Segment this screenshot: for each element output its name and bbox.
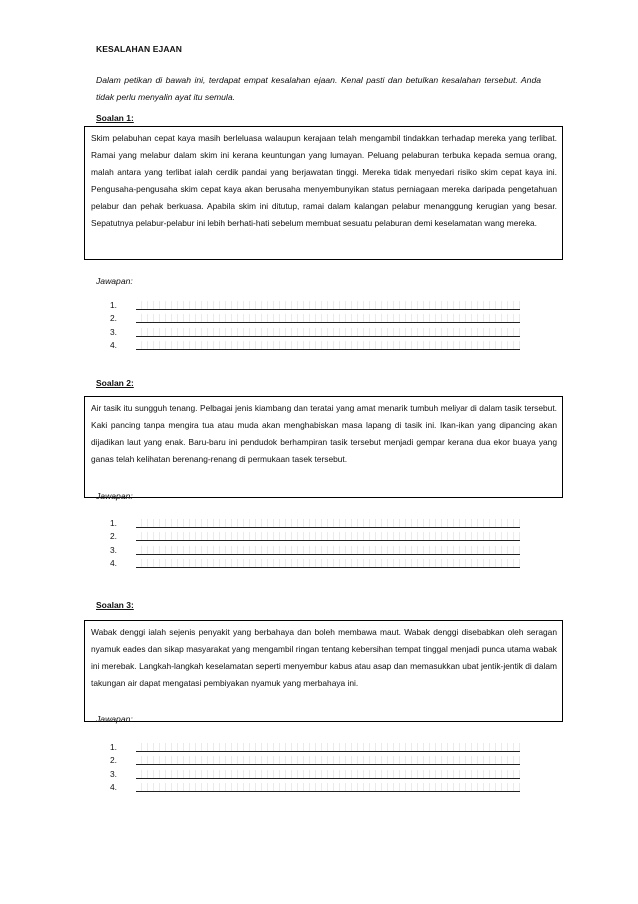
answer-number: 4. (110, 782, 117, 792)
question-1-answer-label: Jawapan: (96, 276, 133, 286)
answer-line (110, 337, 520, 351)
answer-number: 1. (110, 517, 117, 528)
answer-line (110, 738, 520, 752)
answer-line (110, 528, 520, 542)
answer-line (110, 310, 520, 324)
answer-number: 2. (110, 755, 117, 765)
question-1-passage: Skim pelabuhan cepat kaya masih berleluasa walaupun kerajaan telah mengambil tindakkan terhadap mereka yang terlibat. Ramai yang melabur dalam skim ini kerana keuntungan yang lumayan. Peluang pelaburan terbuka kepada semua orang, malah antara yang terlibat ialah cerdik pandai yang berjawatan tinggi. Mereka tidak menyedari risiko skim cepat kaya ini. Pengusaha-pengusaha skim cepat kaya akan berusaha menyembunyikan status perniagaan mereka daripada pengetahuan pelabur dan pehak berkuasa. Apabila skim ini ditutup, ramai dalam kalangan pelabur menanggung kerugian yang besar. Sepatutnya pelabur-pelabur ini lebih berhati-hati sebelum membuat sesuatu pelaburan demi keselamatan wang mereka. (84, 126, 563, 260)
question-3-answer-label: Jawapan: (96, 714, 133, 724)
page-title: KESALAHAN EJAAN (96, 44, 183, 54)
question-1-heading: Soalan 1: (96, 113, 134, 123)
question-3-passage: Wabak denggi ialah sejenis penyakit yang berbahaya dan boleh membawa maut. Wabak denggi disebabkan oleh seragan nyamuk eades dan sikap masyarakat yang mengambil ringan tentang kebersihan tempat tinggal menjadi punca utama wabak ini merebak. Langkah-langkah keselamatan seperti menyembur kabus atau asap dan memasukkan ubat jentik-jentik di dalam takungan air dapat mengatasi pembiyakan nyamuk yang merbahaya ini. (84, 620, 563, 722)
answer-line (110, 296, 520, 310)
answer-number: 3. (110, 768, 117, 779)
answer-line (110, 514, 520, 528)
answer-number: 1. (110, 299, 117, 310)
answer-line (110, 541, 520, 555)
answer-blank[interactable] (136, 314, 520, 323)
answer-blank[interactable] (136, 743, 520, 752)
answer-number: 3. (110, 544, 117, 555)
question-2-answer-list (110, 514, 520, 568)
answer-line (110, 323, 520, 337)
question-2-answer-label: Jawapan: (96, 491, 133, 501)
answer-number: 3. (110, 326, 117, 337)
answer-number: 4. (110, 340, 117, 350)
answer-number: 4. (110, 558, 117, 568)
answer-line (110, 765, 520, 779)
answer-blank[interactable] (136, 341, 520, 350)
answer-blank[interactable] (136, 783, 520, 792)
answer-blank[interactable] (136, 546, 520, 555)
answer-blank[interactable] (136, 770, 520, 779)
question-1-answer-list (110, 296, 520, 350)
answer-blank[interactable] (136, 301, 520, 310)
answer-blank[interactable] (136, 756, 520, 765)
answer-line (110, 555, 520, 569)
answer-line (110, 752, 520, 766)
answer-blank[interactable] (136, 532, 520, 541)
question-3-heading: Soalan 3: (96, 600, 134, 610)
answer-number: 1. (110, 741, 117, 752)
answer-blank[interactable] (136, 519, 520, 528)
answer-blank[interactable] (136, 328, 520, 337)
question-3-answer-list (110, 738, 520, 792)
answer-blank[interactable] (136, 559, 520, 568)
answer-line (110, 779, 520, 793)
instructions-text: Dalam petikan di bawah ini, terdapat empat kesalahan ejaan. Kenal pasti dan betulkan kesalahan tersebut. Anda tidak perlu menyalin ayat itu semula. (96, 75, 541, 102)
question-2-passage: Air tasik itu sungguh tenang. Pelbagai jenis kiambang dan teratai yang amat menarik tumbuh meliyar di dalam tasik tersebut. Kaki pancing tanpa mengira tua atau muda akan menghabiskan masa lapang di tasik ini. Ikan-ikan yang dipancing akan dijadikan laut yang enak. Baru-baru ini pendudok berhampiran tasik tersebut menjadi gempar kerana dua ekor buaya yang ganas telah kelihatan berenang-renang di permukaan tasek tersebut. (84, 396, 563, 498)
answer-number: 2. (110, 313, 117, 323)
answer-number: 2. (110, 531, 117, 541)
question-2-heading: Soalan 2: (96, 378, 134, 388)
